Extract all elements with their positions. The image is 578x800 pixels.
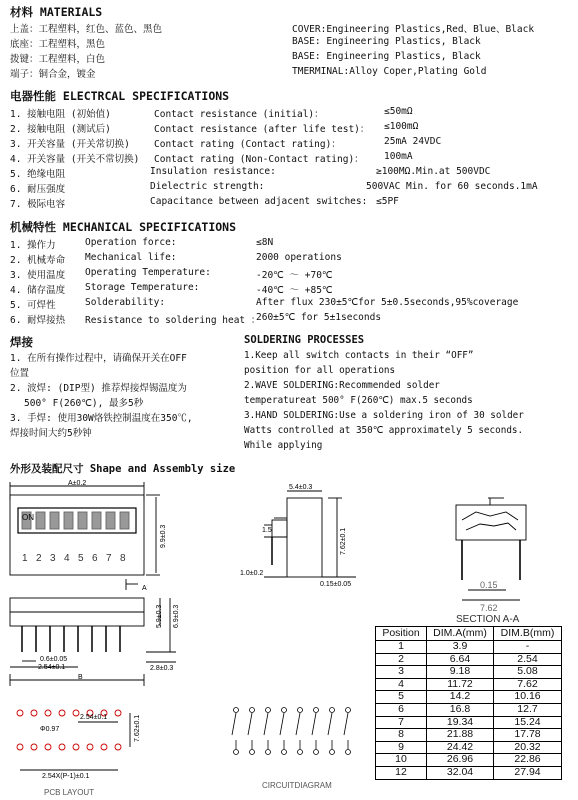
table-cell: 12 xyxy=(376,766,427,779)
switch-number: 4 xyxy=(64,553,70,564)
table-cell: 24.42 xyxy=(427,741,494,754)
table-row xyxy=(376,691,562,704)
table-cell: 7 xyxy=(376,716,427,729)
circuit-diagram-drawing xyxy=(232,708,351,755)
table-cell: 32.04 xyxy=(427,766,494,779)
section-label: SECTION A-A xyxy=(456,614,520,625)
mech-en-1: Operation force: xyxy=(85,237,177,248)
section-7-62: 7.62 xyxy=(480,603,498,613)
mech-val-5: After flux 230±5℃for 5±0.5seconds,95%coverage xyxy=(256,297,519,308)
mech-cn-1: 1. 操作力 xyxy=(10,240,56,251)
pcb-layout-drawing xyxy=(17,710,130,770)
table-row xyxy=(376,766,562,779)
section-marker xyxy=(126,579,138,590)
table-cell: 3 xyxy=(376,666,427,679)
mech-en-5: Solderability: xyxy=(85,297,166,308)
mech-cn-3: 3. 使用温度 xyxy=(10,270,66,281)
table-row xyxy=(376,716,562,729)
materials-heading: 材料 MATERIALS xyxy=(10,5,103,19)
top-view-drawing xyxy=(10,482,160,575)
soldering-cn-line: 位置 xyxy=(10,368,30,379)
table-cell: 3.9 xyxy=(427,641,494,654)
marker-a: A xyxy=(142,585,147,592)
switch-number: 1 xyxy=(22,553,28,564)
elec-cn-7: 7. 极际电容 xyxy=(10,199,66,210)
dim-5-4: 5.4±0.3 xyxy=(289,484,313,491)
table-cell: 12.7 xyxy=(494,703,562,716)
front-view-drawing xyxy=(10,598,176,686)
dim-2-8: 2.8±0.3 xyxy=(150,665,174,672)
soldering-en-line: While applying xyxy=(244,440,323,451)
material-en-2: BASE: Engineering Plastics, Black xyxy=(292,36,481,47)
circuit-diagram-label: CIRCUITDIAGRAM xyxy=(262,781,332,790)
elec-val-3: 25mA 24VDC xyxy=(384,136,442,147)
material-cn-2: 底座：工程塑料，黑色 xyxy=(10,39,106,50)
dim-1-5: 1.5 xyxy=(262,527,272,534)
table-cell: 16.8 xyxy=(427,703,494,716)
switch-number: 6 xyxy=(92,553,98,564)
table-cell: 9 xyxy=(376,741,427,754)
elec-cn-4: 4. 开关容量 (开关不常切换) xyxy=(10,154,140,165)
column-header: Position xyxy=(376,627,427,641)
mechanical-heading: 机械特性 MECHANICAL SPECIFICATIONS xyxy=(10,220,237,234)
mech-cn-5: 5. 可焊性 xyxy=(10,300,56,311)
table-cell: 11.72 xyxy=(427,678,494,691)
material-cn-3: 拨键：工程塑料，白色 xyxy=(10,54,106,65)
elec-cn-6: 6. 耐压强度 xyxy=(10,184,66,195)
dim-6-9: 6.9±0.3 xyxy=(173,604,180,628)
soldering-cn-line: 1. 在所有操作过程中，请确保开关在OFF xyxy=(10,353,187,364)
table-cell: 10 xyxy=(376,754,427,767)
mech-val-3: -20℃ ～ +70℃ xyxy=(256,270,333,281)
table-header-row xyxy=(376,627,562,641)
soldering-cn-line: 2. 波焊: (DIP型) 推荐焊接焊锡温度为 xyxy=(10,383,187,394)
mech-val-2: 2000 operations xyxy=(256,252,342,263)
table-cell: 2 xyxy=(376,653,427,666)
elec-val-2: ≤100mΩ xyxy=(384,121,419,132)
soldering-cn-line: 3. 手焊: 使用30W烙铁控制温度在350℃, xyxy=(10,413,193,424)
elec-cn-3: 3. 开关容量 (开关常切换) xyxy=(10,139,130,150)
column-header: DIM.A(mm) xyxy=(427,627,494,641)
dim-5-9: 5.9±0.3 xyxy=(156,604,163,628)
elec-en-3: Contact rating (Contact rating)： xyxy=(154,139,341,150)
pcb-layout-label: PCB LAYOUT xyxy=(44,788,95,797)
material-en-1: COVER:Engineering Plastics,Red、Blue、Black xyxy=(292,24,535,35)
elec-val-6: 500VAC Min. for 60 seconds.1mA xyxy=(366,181,538,192)
switch-number: 8 xyxy=(120,553,126,564)
elec-cn-2: 2. 接触电阻 (测试后) xyxy=(10,124,111,135)
switch-number: 3 xyxy=(50,553,56,564)
table-cell: 15.24 xyxy=(494,716,562,729)
soldering-en-heading: SOLDERING PROCESSES xyxy=(244,334,365,346)
dim-b: B xyxy=(78,674,83,681)
table-row xyxy=(376,653,562,666)
mech-en-3: Operating Temperature: xyxy=(85,267,211,278)
table-cell: 17.78 xyxy=(494,729,562,742)
dim-0-6: 0.6±0.05 xyxy=(40,656,68,663)
soldering-en-line: 2.WAVE SOLDERING:Recommended solder xyxy=(244,380,440,391)
mech-en-4: Storage Temperature: xyxy=(85,282,200,293)
table-row xyxy=(376,741,562,754)
table-cell: 5.08 xyxy=(494,666,562,679)
elec-cn-5: 5. 绝缘电阻 xyxy=(10,169,66,180)
table-row xyxy=(376,754,562,767)
table-row xyxy=(376,703,562,716)
elec-en-5: Insulation resistance: xyxy=(150,166,276,177)
mech-en-6: Resistance to soldering heat ： xyxy=(85,315,261,326)
elec-val-7: ≤5PF xyxy=(376,196,399,207)
section-0-15: 0.15 xyxy=(480,580,498,590)
mech-val-6: 260±5℃ for 5±1seconds xyxy=(256,312,382,323)
table-row xyxy=(376,729,562,742)
mech-cn-4: 4. 储存温度 xyxy=(10,285,66,296)
elec-val-4: 100mA xyxy=(384,151,413,162)
table-cell: 6 xyxy=(376,703,427,716)
soldering-cn-line: 焊接时间大约5秒钟 xyxy=(10,428,92,439)
material-cn-1: 上盖：工程塑料，红色、蓝色、黑色 xyxy=(10,24,163,35)
elec-en-6: Dielectric strength: xyxy=(150,181,265,192)
switch-number: 2 xyxy=(36,553,42,564)
dim-2-54: 2.54±0.1 xyxy=(38,664,66,671)
dim-0-97: Φ0.97 xyxy=(40,726,60,733)
table-cell: 5 xyxy=(376,691,427,704)
soldering-en-line: temperatureat 500° F(260℃) max.5 seconds xyxy=(244,395,473,406)
table-cell: 20.32 xyxy=(494,741,562,754)
material-en-4: TMERMINAL:Alloy Coper,Plating Gold xyxy=(292,66,487,77)
elec-en-4: Contact rating (Non-Contact rating)： xyxy=(154,154,364,165)
dim-a: A±0.2 xyxy=(68,480,87,487)
dim-7-62: 7.62±0.1 xyxy=(340,527,347,555)
soldering-en-line: 1.Keep all switch contacts in their “OFF” xyxy=(244,350,474,361)
dim-7-62-pcb: 7.62±0.1 xyxy=(134,714,141,742)
table-cell: 21.88 xyxy=(427,729,494,742)
switch-number: 7 xyxy=(106,553,112,564)
column-header: DIM.B(mm) xyxy=(494,627,562,641)
electrical-heading: 电器性能 ELECTRCAL SPECIFICATIONS xyxy=(10,89,230,103)
elec-val-5: ≥100MΩ.Min.at 500VDC xyxy=(376,166,491,177)
dim-2-54-pcb: 2.54±0.1 xyxy=(80,714,108,721)
table-cell: - xyxy=(494,641,562,654)
table-cell: 7.62 xyxy=(494,678,562,691)
position-table xyxy=(375,626,562,780)
mech-val-4: -40℃ ～ +85℃ xyxy=(256,285,333,296)
elec-cn-1: 1. 接触电阻 (初始值) xyxy=(10,109,111,120)
elec-val-1: ≤50mΩ xyxy=(384,106,413,117)
elec-en-1: Contact resistance (initial)： xyxy=(154,109,324,120)
table-cell: 22.86 xyxy=(494,754,562,767)
table-cell: 2.54 xyxy=(494,653,562,666)
table-cell: 14.2 xyxy=(427,691,494,704)
switch-number: 5 xyxy=(78,553,84,564)
soldering-cn-line: 500° F(260℃), 最多5秒 xyxy=(24,398,144,409)
table-cell: 1 xyxy=(376,641,427,654)
mech-en-2: Mechanical life: xyxy=(85,252,177,263)
table-cell: 19.34 xyxy=(427,716,494,729)
mech-cn-2: 2. 机械寿命 xyxy=(10,255,66,266)
dim-9-9: 9.9±0.3 xyxy=(160,524,167,548)
table-cell: 8 xyxy=(376,729,427,742)
material-en-3: BASE: Engineering Plastics, Black xyxy=(292,51,481,62)
mech-cn-6: 6. 耐焊接热 xyxy=(10,315,66,326)
dim-0-15: 0.15±0.05 xyxy=(320,581,352,588)
table-row xyxy=(376,641,562,654)
soldering-cn-heading: 焊接 xyxy=(10,335,33,349)
table-row xyxy=(376,678,562,691)
shape-heading: 外形及装配尺寸 Shape and Assembly size xyxy=(10,463,236,475)
elec-en-2: Contact resistance (after life test)： xyxy=(154,124,370,135)
on-label: ON xyxy=(22,513,34,522)
dim-pitch: 2.54X(P-1)±0.1 xyxy=(42,773,90,780)
table-row xyxy=(376,666,562,679)
table-cell: 27.94 xyxy=(494,766,562,779)
dim-1-0: 1.0±0.2 xyxy=(240,570,264,577)
material-cn-4: 端子：铜合金，镀金 xyxy=(10,69,96,80)
table-cell: 10.16 xyxy=(494,691,562,704)
elec-en-7: Capacitance between adjacent switches: xyxy=(150,196,368,207)
table-cell: 26.96 xyxy=(427,754,494,767)
soldering-en-line: 3.HAND SOLDERING:Use a soldering iron of 30 solder xyxy=(244,410,524,421)
table-cell: 9.18 xyxy=(427,666,494,679)
soldering-en-line: position for all operations xyxy=(244,365,396,376)
table-cell: 4 xyxy=(376,678,427,691)
mech-val-1: ≤8N xyxy=(256,237,274,248)
table-cell: 6.64 xyxy=(427,653,494,666)
soldering-en-line: Watts controlled at 350℃ approximately 5 seconds. xyxy=(244,425,524,436)
